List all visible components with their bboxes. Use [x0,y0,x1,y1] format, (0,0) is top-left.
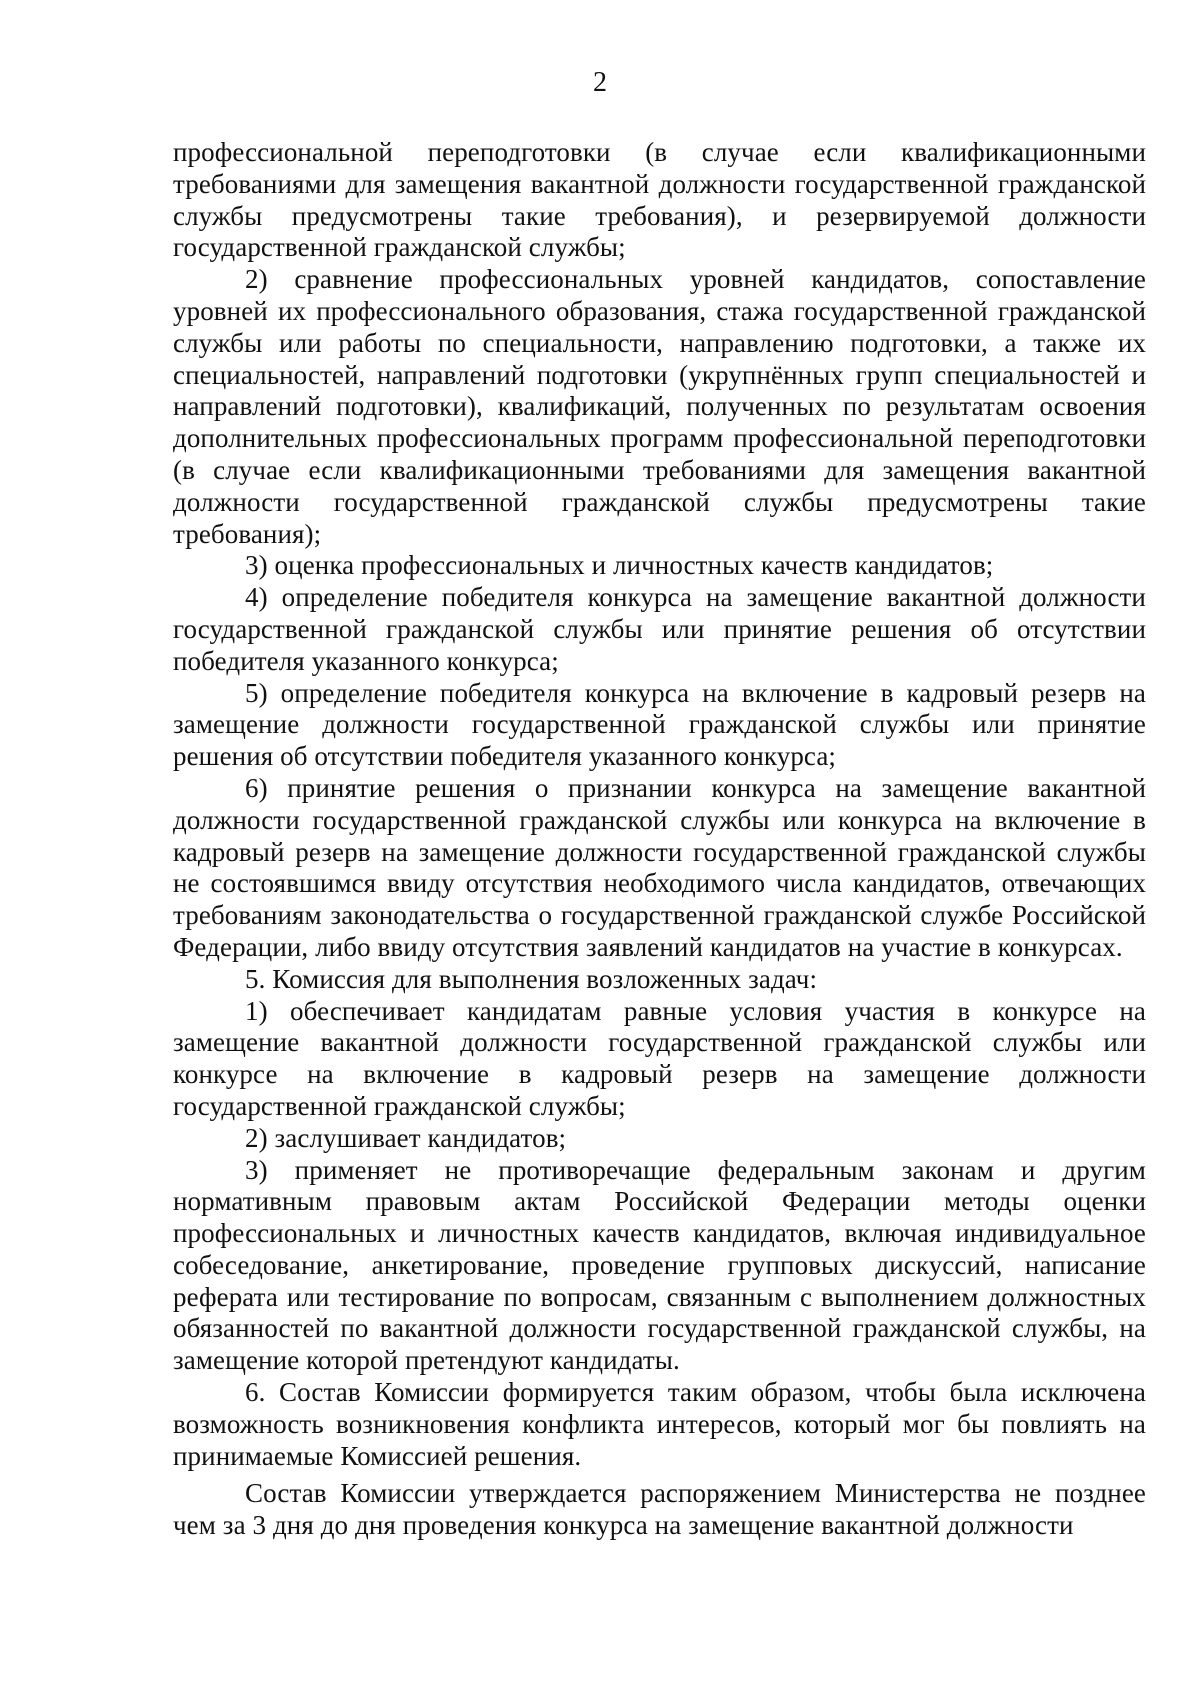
paragraph-5-1-equal-conditions: 1) обеспечивает кандидатам равные условия участия в конкурсе на замещение вакантной должности государственной гражданской службы или конкурсе на включение в кадровый резерв на замещение должности государственной гражданской службы; [173,995,1146,1121]
paragraph-continuation: профессиональной переподготовки (в случае если квалификационными требованиями для замещения вакантной должности государственной гражданской службы предусмотрены такие требования), и резервируемой должности государственной гражданской службы; [173,137,1146,263]
paragraph-5-3-assessment-methods: 3) применяет не противоречащие федеральным законам и другим нормативным правовым актам Российской Федерации методы оценки профессиональных и личностных качеств кандидатов, включая индивидуальное собеседование, анкетирование, проведение групповых дискуссий, написание реферата или тестирование по вопросам, связанным с выполнением должностных обязанностей по вакантной должности государственной гражданской службы, на замещение которой претендуют кандидаты. [173,1154,1146,1376]
paragraph-item-5-winner-reserve: 5) определение победителя конкурса на включение в кадровый резерв на замещение должности государственной гражданской службы или принятие решения об отсутствии победителя указанного конкурса; [173,677,1146,772]
paragraph-item-4-winner-vacancy: 4) определение победителя конкурса на замещение вакантной должности государственной гражданской службы или принятие решения об отсутствии победителя указанного конкурса; [173,582,1146,676]
section-6-composition: 6. Состав Комиссии формируется таким образом, чтобы была исключена возможность возникновения конфликта интересов, который мог бы повлиять на принимаемые Комиссией решения. [173,1377,1146,1471]
paragraph-item-3-assessment: 3) оценка профессиональных и личностных качеств кандидатов; [245,550,994,581]
paragraph-item-6-failed-competition: 6) принятие решения о признании конкурса на замещение вакантной должности государственной гражданской службы или конкурса на включение в кадровый резерв на замещение должности государственной гражданской службы не состоявшимся ввиду отсутствия необходимого числа кандидатов, отвечающих требованиям законодательства о государственной гражданской службе Российской Федерации, либо ввиду отсутствия заявлений кандидатов на участие в конкурсах. [173,772,1146,962]
document-body [173,137,1146,1542]
page-number: 2 [593,67,607,98]
paragraph-item-2-comparison: 2) сравнение профессиональных уровней кандидатов, сопоставление уровней их профессионального образования, стажа государственной гражданской службы или работы по специальности, направлению подготовки, а также их специальностей, направлений подготовки (укрупнённых групп специальностей и направлений подготовки), квалификаций, полученных по результатам освоения дополнительных профессиональных программ профессиональной переподготовки (в случае если квалификационными требованиями для замещения вакантной должности государственной гражданской службы предусмотрены такие требования); [173,264,1146,549]
section-5-heading: 5. Комиссия для выполнения возложенных задач: [245,963,818,994]
paragraph-composition-approval: Состав Комиссии утверждается распоряжением Министерства не позднее чем за 3 дня до дня проведения конкурса на замещение вакантной должности [173,1478,1146,1541]
paragraph-5-2-hears-candidates: 2) заслушивает кандидатов; [245,1122,567,1153]
